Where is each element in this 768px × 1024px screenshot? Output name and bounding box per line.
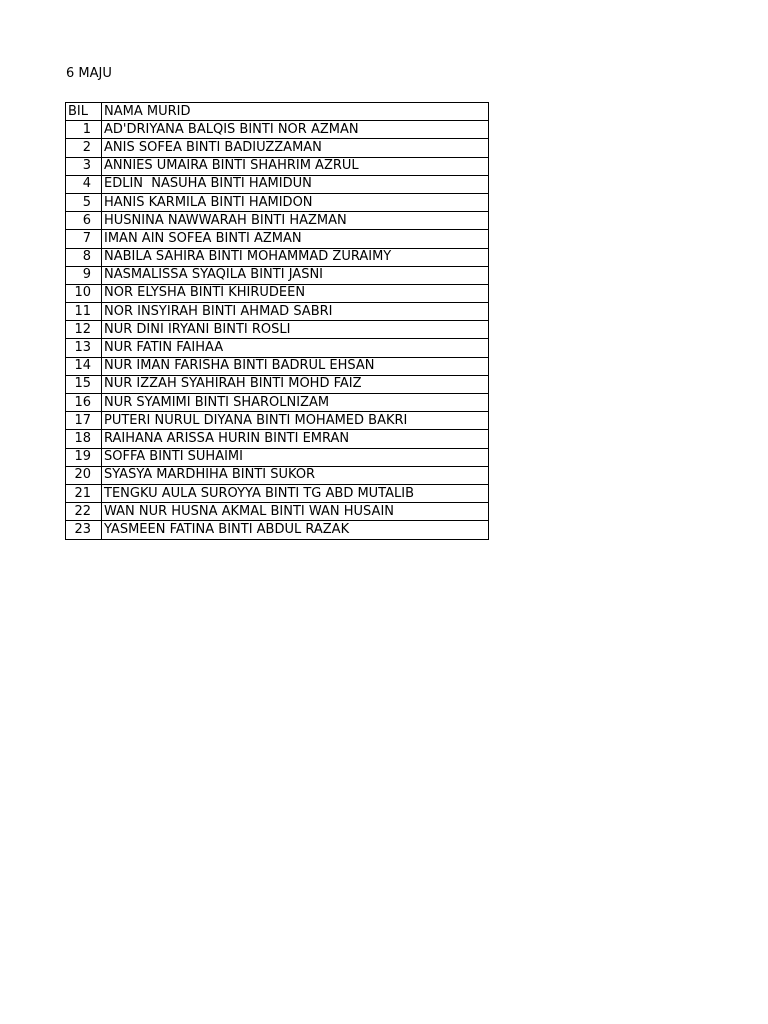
table-row — [66, 175, 489, 193]
row-number-cell: 16 — [66, 394, 102, 412]
row-number-cell: 2 — [66, 139, 102, 157]
table-header — [66, 103, 489, 121]
student-name-cell: NUR IZZAH SYAHIRAH BINTI MOHD FAIZ — [102, 375, 489, 393]
student-name-cell: AD'DRIYANA BALQIS BINTI NOR AZMAN — [102, 121, 489, 139]
row-number-cell: 9 — [66, 266, 102, 284]
row-number-cell: 4 — [66, 175, 102, 193]
student-name-cell: SOFFA BINTI SUHAIMI — [102, 448, 489, 466]
student-name-cell: ANNIES UMAIRA BINTI SHAHRIM AZRUL — [102, 157, 489, 175]
table-row — [66, 339, 489, 357]
table-row — [66, 521, 489, 539]
row-number-cell: 22 — [66, 503, 102, 521]
student-name-cell: ANIS SOFEA BINTI BADIUZZAMAN — [102, 139, 489, 157]
student-name-cell: NUR SYAMIMI BINTI SHAROLNIZAM — [102, 394, 489, 412]
table-row — [66, 394, 489, 412]
student-name-cell: NABILA SAHIRA BINTI MOHAMMAD ZURAIMY — [102, 248, 489, 266]
student-name-cell: HUSNINA NAWWARAH BINTI HAZMAN — [102, 212, 489, 230]
table-row — [66, 466, 489, 484]
table-row — [66, 412, 489, 430]
student-name-cell: SYASYA MARDHIHA BINTI SUKOR — [102, 466, 489, 484]
student-list-table — [65, 102, 489, 540]
table-row — [66, 284, 489, 302]
student-name-cell: YASMEEN FATINA BINTI ABDUL RAZAK — [102, 521, 489, 539]
table-row — [66, 193, 489, 211]
student-name-cell: HANIS KARMILA BINTI HAMIDON — [102, 193, 489, 211]
bil-column-header: BIL — [66, 103, 102, 121]
row-number-cell: 10 — [66, 284, 102, 302]
student-name-cell: WAN NUR HUSNA AKMAL BINTI WAN HUSAIN — [102, 503, 489, 521]
table-row — [66, 212, 489, 230]
row-number-cell: 7 — [66, 230, 102, 248]
row-number-cell: 17 — [66, 412, 102, 430]
student-name-cell: NOR ELYSHA BINTI KHIRUDEEN — [102, 284, 489, 302]
table-row — [66, 375, 489, 393]
row-number-cell: 13 — [66, 339, 102, 357]
student-name-cell: IMAN AIN SOFEA BINTI AZMAN — [102, 230, 489, 248]
row-number-cell: 18 — [66, 430, 102, 448]
student-name-cell: EDLIN NASUHA BINTI HAMIDUN — [102, 175, 489, 193]
table-row — [66, 139, 489, 157]
row-number-cell: 19 — [66, 448, 102, 466]
row-number-cell: 6 — [66, 212, 102, 230]
table-row — [66, 321, 489, 339]
student-name-cell: NUR DINI IRYANI BINTI ROSLI — [102, 321, 489, 339]
row-number-cell: 20 — [66, 466, 102, 484]
row-number-cell: 12 — [66, 321, 102, 339]
row-number-cell: 1 — [66, 121, 102, 139]
table-row — [66, 448, 489, 466]
row-number-cell: 14 — [66, 357, 102, 375]
row-number-cell: 23 — [66, 521, 102, 539]
table-header-row — [66, 103, 489, 121]
name-column-header: NAMA MURID — [102, 103, 489, 121]
student-name-cell: TENGKU AULA SUROYYA BINTI TG ABD MUTALIB — [102, 484, 489, 502]
student-name-cell: NUR FATIN FAIHAA — [102, 339, 489, 357]
row-number-cell: 11 — [66, 303, 102, 321]
row-number-cell: 3 — [66, 157, 102, 175]
row-number-cell: 5 — [66, 193, 102, 211]
table-row — [66, 484, 489, 502]
student-name-cell: PUTERI NURUL DIYANA BINTI MOHAMED BAKRI — [102, 412, 489, 430]
table-row — [66, 230, 489, 248]
student-name-cell: NASMALISSA SYAQILA BINTI JASNI — [102, 266, 489, 284]
row-number-cell: 8 — [66, 248, 102, 266]
table-body — [66, 121, 489, 539]
row-number-cell: 15 — [66, 375, 102, 393]
table-row — [66, 503, 489, 521]
table-row — [66, 303, 489, 321]
table-row — [66, 121, 489, 139]
student-name-cell: NUR IMAN FARISHA BINTI BADRUL EHSAN — [102, 357, 489, 375]
table-row — [66, 157, 489, 175]
table-row — [66, 266, 489, 284]
page-title: 6 MAJU — [66, 66, 112, 81]
table-row — [66, 430, 489, 448]
table-row — [66, 248, 489, 266]
table-row — [66, 357, 489, 375]
row-number-cell: 21 — [66, 484, 102, 502]
student-name-cell: NOR INSYIRAH BINTI AHMAD SABRI — [102, 303, 489, 321]
student-name-cell: RAIHANA ARISSA HURIN BINTI EMRAN — [102, 430, 489, 448]
